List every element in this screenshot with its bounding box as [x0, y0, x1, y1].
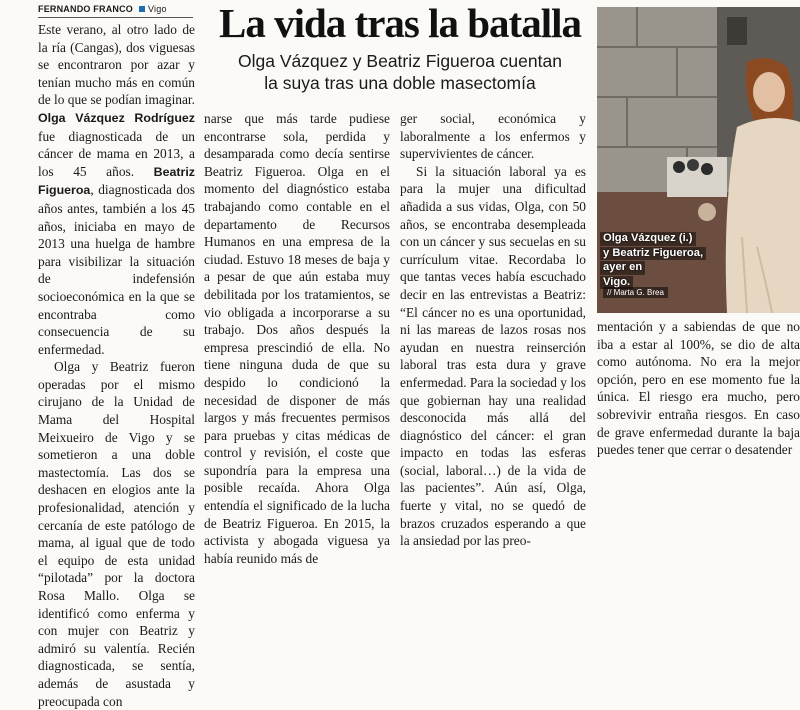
paragraph — [38, 21, 195, 358]
article-column-3 — [400, 110, 586, 550]
byline — [38, 4, 167, 14]
bold-name: Olga Vázquez Rodríguez — [38, 110, 195, 125]
text-run: fue diagnosticada de un cáncer de mama en 2013, a los 45 años. — [38, 128, 195, 179]
caption-line: Vigo. — [600, 276, 633, 290]
subheadline — [204, 50, 596, 94]
caption-line: ayer en — [600, 261, 645, 275]
square-bullet-icon — [139, 6, 145, 12]
article-column-1 — [38, 21, 195, 710]
byline-rule — [38, 17, 193, 18]
paragraph: Olga y Beatriz fueron operadas por el mismo cirujano de la Unidad de Mama del Hospital Meixueiro de Vigo y se sometieron a una doble mastectomía. Las dos se deshacen en elogios ante la profesionalidad, atención y cercanía de este patólogo de mama, al igual que de todo el equipo de esta unidad “pilotada” por la doctora Rosa Mallo. Olga se identificó como enferma y con mujer con Beatriz y admiró su valentía. Recién diagnosticada, se sentía, además de asustada y preocupada con — [38, 359, 195, 709]
text-run: Este verano, al otro lado de la ría (Cangas), dos viguesas se encontraron por azar y tenían mucho más en común de lo que se podían imaginar. — [38, 22, 195, 108]
paragraph: narse que más tarde pudiese encontrarse sola, perdida y desamparada como decía sentirse Beatriz Figueroa. Olga en el momento del diagnóstico estaba trabajando como contable en el departamento de Recursos Humanos en una empresa de la ciudad. Estuvo 18 meses de baja y a pesar de que aún estaba muy debilitada por los tratamientos, se vio obligada a incorporarse a su trabajo. Dos años después la empresa prescindió de ella. No tiene ninguna duda de que su despido lo condicionó la necesidad de disponer de más largos y más frecuentes permisos para pruebas y citas médicas de control y revisión, el coste que supondría para la empresa una posible recaída. Ahora Olga entendía el significado de la lucha de Beatriz Figueroa. En 2015, la activista y abogada viguesa ya había reunido más de — [204, 111, 390, 566]
paragraph: Si la situación laboral ya es para la mujer una dificultad añadida a sus vidas, Olga, con 50 años, se encontraba desempleada con un cáncer y sus secuelas en su currículum vitae. Recordaba lo que tantas veces había escuchado decir en las entrevistas a Beatriz: “El cáncer no es una oportunidad, ni las mareas de lazos rosas nos ayudan en nuestra reinserción laboral tras esta dura y grave enfermedad. Para la sociedad y los que gobiernan hay una realidad desconocida más allá del diagnóstico del cáncer: el gran impacto en todas las esferas (social, laboral…) de la vida de las pacientes”. Aún así, Olga, fuerte y vital, no se quedó de brazos cruzados esperando a que la ansiedad por las preo- — [400, 163, 586, 549]
author-name: FERNANDO FRANCO — [38, 4, 133, 14]
article-column-4 — [597, 318, 800, 459]
caption-line: Olga Vázquez (i.) — [600, 232, 696, 246]
text-run: , diagnosticada dos años antes, también a los 45 años, iniciaba en mayo de 2013 una huelga de hambre para visibilizar la situación de indefensión socioeconómica en la que se encontraba como consecuencia de su enfermedad. — [38, 182, 195, 357]
paragraph: ger social, económica y laboralmente a los enfermos y supervivientes de cáncer. — [400, 111, 586, 162]
photo-credit: // Marta G. Brea — [603, 287, 668, 298]
subheadline-line-1: Olga Vázquez y Beatriz Figueroa cuentan — [238, 51, 562, 71]
photo-caption — [600, 232, 706, 290]
caption-line: y Beatriz Figueroa, — [600, 247, 706, 261]
headline: La vida tras la batalla — [219, 0, 581, 46]
byline-location: Vigo — [148, 4, 167, 14]
article-column-2 — [204, 110, 390, 567]
subheadline-line-2: la suya tras una doble masectomía — [264, 73, 536, 93]
paragraph: mentación y a sabiendas de que no iba a estar al 100%, se dio de alta como autónoma. No era la mejor opción, pero en ese momento fue la única. El riesgo era mucho, pero sobrevivir entraña riesgos. En caso de grave enfermedad durante la baja puedes tener que cerrar o desatender — [597, 319, 800, 458]
bold-name: Beatriz Figueroa — [38, 164, 195, 198]
